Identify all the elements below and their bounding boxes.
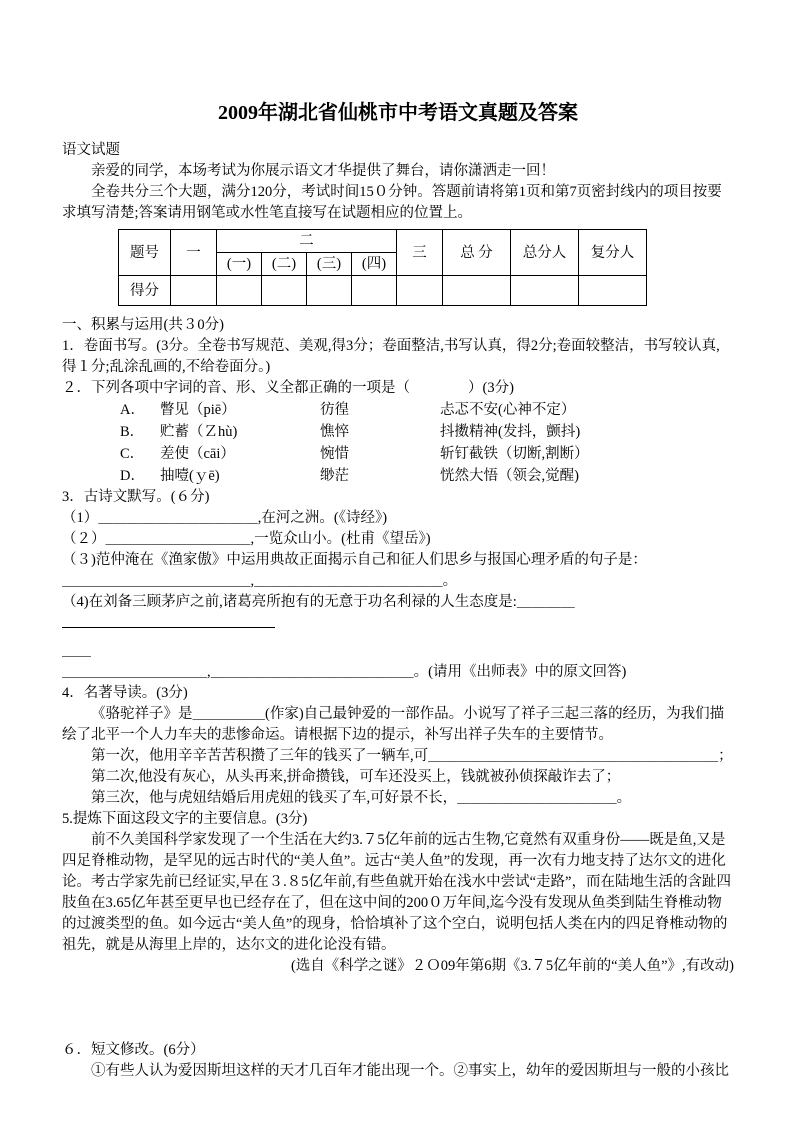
q3-item-3: （３)范仲淹在《渔家傲》中运用典故正面揭示自己和征人们思乡与报国心理矛盾的句子是： xyxy=(62,552,647,568)
option-word: 惋惜 xyxy=(320,446,349,462)
section-one-heading: 一、积累与运用(共３0分) xyxy=(62,317,224,333)
option-word: 憔悴 xyxy=(320,424,349,440)
subheader-cell-1: (一) xyxy=(217,253,262,276)
q5-source: (选自《科学之谜》２Ｏ09年第6期《3.７5亿年前的“美人鱼”》,有改动) xyxy=(290,958,734,974)
score-cell-empty xyxy=(217,276,262,306)
question-1-text: 1．卷面书写。(3分。全卷书写规范、美观,得3分；卷面整洁,书写认真，得2分;卷面较整洁，书写较认真,得１分;乱涂乱画的,不给卷面分。) xyxy=(62,338,720,375)
q4-first-paragraph: 第一次，他用辛辛苦苦积攒了三年的钱买了一辆车,可＿＿＿＿＿＿＿＿＿＿＿＿＿＿＿＿＿＿＿＿； xyxy=(91,748,733,764)
option-row-a xyxy=(120,399,734,421)
question-3-stem: 3．古诗文默写。(６分) xyxy=(62,489,210,505)
table-header-row xyxy=(119,230,647,253)
option-label: A． xyxy=(120,402,145,418)
question-5-stem: 5.提炼下面这段文字的主要信息。(3分) xyxy=(62,811,308,827)
q4-third-paragraph: 第三次，他与虎妞结婚后用虎妞的钱买了车,可好景不长，＿＿＿＿＿＿＿＿＿＿＿。 xyxy=(91,790,632,806)
instructions-text: 全卷共分三个大题，满分120分，考试时间15０分钟。答题前请将第1页和第7页密封线内的项目按要求填写清楚;答案请用钢笔或水性笔直接写在试题相应的位置上。 xyxy=(62,184,722,221)
paper-label: 语文试题 xyxy=(62,142,120,158)
header-cell-totaler: 总分人 xyxy=(511,230,579,276)
header-cell-part-one: 一 xyxy=(171,230,217,276)
header-cell-part-two: 二 xyxy=(217,230,397,253)
question-4-stem: 4．名著导读。(3分) xyxy=(62,685,188,701)
score-cell-empty xyxy=(352,276,397,306)
score-cell-empty xyxy=(397,276,443,306)
q3-item-1: （1）＿＿＿＿＿＿＿＿＿＿＿,在河之洲。(《诗经》) xyxy=(62,510,388,526)
q6-passage: ①有些人认为爱因斯坦这样的天才几百年才能出现一个。②事实上，幼年的爱因斯坦与一般的小孩比 xyxy=(91,1063,729,1079)
subheader-cell-4: (四) xyxy=(352,253,397,276)
option-label: D． xyxy=(120,468,145,484)
option-label: C． xyxy=(120,446,145,462)
score-row xyxy=(119,276,647,306)
q3-item-2: （２）＿＿＿＿＿＿＿＿＿＿,一览众山小。(杜甫《望岳》) xyxy=(62,531,431,547)
option-phrase: 恍然大悟（领会,觉醒) xyxy=(440,468,579,484)
exam-title: 2009年湖北省仙桃市中考语文真题及答案 xyxy=(218,102,578,124)
option-phrase: 斩钉截铁（切断,割断） xyxy=(440,446,589,462)
option-row-c xyxy=(120,443,734,465)
option-word-pinyin: 瞥见（piē） xyxy=(160,402,236,418)
q3-item-4-text: （4)在刘备三顾茅庐之前,诸葛亮所抱有的无意于功名利禄的人生态度是:＿＿＿＿ xyxy=(62,594,575,610)
option-word-pinyin: 抽噎(ｙē) xyxy=(160,468,220,484)
q4-intro-paragraph: 《骆驼祥子》是＿＿＿＿＿(作家)自己最钟爱的一部作品。小说写了祥子三起三落的经历，为我们描绘了北平一个人力车夫的悲惨命运。请根据下边的提示，补写出祥子失车的主要情节。 xyxy=(62,706,725,743)
q5-passage: 前不久美国科学家发现了一个生活在大约3.７5亿年前的远古生物,它竟然有双重身份——既是鱼,又是四足脊椎动物，是罕见的远古时代的“美人鱼”。远古“美人鱼”的发现，再一次有力地支持了达尔文的进化论。考古学家先前已经证实,早在３.８5亿年前,有些鱼就开始在浅水中尝试“走路”，而在陆地生活的含趾四肢鱼在3.65亿年甚至更早也已经存在了，但在这中间的200０万年间,迄今没有发现从鱼类到陆生脊椎动物的过渡类型的鱼。如今远古“美人鱼”的现身，恰恰填补了这个空白，说明包括人类在内的四足脊椎动物的祖先，就是从海里上岸的，达尔文的进化论没有错。 xyxy=(62,832,731,953)
score-row-label: 得分 xyxy=(119,276,171,306)
subheader-cell-2: (二) xyxy=(262,253,307,276)
q3-item-4-blank-line: ＿＿＿＿＿＿＿＿＿＿,＿＿＿＿＿＿＿＿＿＿＿＿＿＿。(请用《出师表》中的原文回答) xyxy=(62,664,627,680)
header-cell-total: 总 分 xyxy=(443,230,511,276)
greeting-text: 亲爱的同学，本场考试为你展示语文才华提供了舞台，请你潇洒走一回！ xyxy=(91,163,555,179)
subheader-cell-3: (三) xyxy=(307,253,352,276)
option-word-pinyin: 差使（cāi） xyxy=(160,446,235,462)
score-table xyxy=(118,229,647,306)
option-row-b xyxy=(120,421,734,443)
score-cell-empty xyxy=(307,276,352,306)
option-word-pinyin: 贮蓄（Ｚhù) xyxy=(160,424,238,440)
question-6-stem: ６．短文修改。(6分） xyxy=(62,1042,205,1058)
score-cell-empty xyxy=(579,276,647,306)
option-word: 缈茫 xyxy=(320,468,349,484)
q3-item-3-blank-line: ＿＿＿＿＿＿＿＿＿＿＿＿＿,＿＿＿＿＿＿＿＿＿＿＿＿＿。 xyxy=(62,573,458,589)
score-cell-empty xyxy=(443,276,511,306)
q3-item-4-blank-short: ＿＿ xyxy=(62,643,91,659)
option-label: B． xyxy=(120,424,145,440)
header-cell-qnum: 题号 xyxy=(119,230,171,276)
answer-blank-rule xyxy=(62,613,275,628)
question-2-stem: ２．下列各项中字词的音、形、义全都正确的一项是（ ）(3分) xyxy=(62,380,514,396)
score-cell-empty xyxy=(171,276,217,306)
score-cell-empty xyxy=(511,276,579,306)
option-phrase: 忐忑不安(心神不定） xyxy=(440,402,576,418)
option-word: 彷徨 xyxy=(320,402,349,418)
header-cell-reviewer: 复分人 xyxy=(579,230,647,276)
header-cell-part-three: 三 xyxy=(397,230,443,276)
q3-item-4 xyxy=(62,592,734,635)
score-cell-empty xyxy=(262,276,307,306)
q4-second-paragraph: 第二次,他没有灰心，从头再来,拼命攒钱，可车还没买上，钱就被孙侦探敲诈去了； xyxy=(91,769,621,785)
page-content xyxy=(62,0,734,1082)
option-phrase: 抖擞精神(发抖，颤抖) xyxy=(440,424,581,440)
option-row-d xyxy=(120,465,734,487)
